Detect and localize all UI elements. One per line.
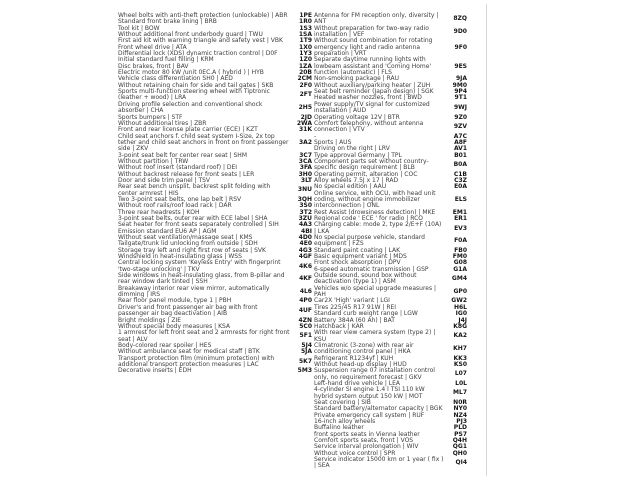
equipment-description: Without additional front underbody guard | TWU	[118, 31, 263, 39]
equipment-description: Electric motor 80 kW /unit 0EC.A ( hybrid ) | HYB	[118, 69, 264, 77]
equipment-code: 5K7	[299, 357, 312, 365]
equipment-code: GM4	[451, 275, 467, 283]
equipment-code: 4BI	[301, 227, 312, 235]
equipment-row	[118, 134, 312, 153]
equipment-code: 4ZN	[298, 316, 312, 324]
equipment-row	[314, 330, 467, 343]
equipment-code: 4GF	[298, 253, 312, 261]
equipment-row	[314, 343, 467, 356]
equipment-description: Service indicator 15000 km or 1 year ( fix ) | SEA	[314, 456, 444, 470]
equipment-description: Heated washer nozzles, front | BWD	[314, 94, 422, 102]
equipment-code: PS7	[454, 430, 467, 438]
equipment-code: NZ4	[453, 411, 467, 419]
equipment-description: No special purpose vehicle, standard equipment | FZS	[314, 234, 425, 248]
equipment-description: Sports bumpers | STF	[118, 113, 183, 121]
equipment-row	[314, 13, 467, 26]
equipment-code: 9JA	[455, 75, 467, 83]
equipment-description: Without seat ventilation/massage seat | KMS	[118, 234, 253, 242]
equipment-description: Left-hand drive vehicle | LEA	[314, 379, 400, 387]
equipment-code: 20B	[299, 69, 312, 77]
equipment-row	[314, 273, 467, 286]
equipment-code: KA2	[453, 332, 467, 340]
equipment-description: Without ambulance seat for medical staff | BTK	[118, 348, 260, 356]
equipment-description: Without sound combination for rotating emergency light and radio antenna preparation | VRT	[314, 37, 433, 58]
equipment-code: 1Z0	[299, 56, 312, 64]
equipment-description: -	[314, 132, 317, 140]
equipment-description: Outside sound, sound box without deactivation (type 1) | ASM	[314, 272, 417, 286]
equipment-code: A8F	[454, 138, 467, 146]
equipment-description: Power supply/TV signal for customized installation | AUD	[314, 100, 430, 115]
equipment-description: Side windows in heat-insulating glass, from B-pillar and rear window dark tinted | SSH	[118, 272, 285, 286]
equipment-code: A7C	[453, 132, 467, 140]
equipment-code: 4K6	[299, 262, 312, 270]
equipment-description: 3-point seat belt for center rear seat | SHM	[118, 151, 247, 159]
equipment-code: 9M0	[452, 81, 467, 89]
equipment-description: Storage tray left and right first row of seats | SVK	[118, 246, 266, 254]
equipment-description: Operating voltage 12V | BTR	[314, 113, 400, 121]
right-column	[314, 13, 467, 470]
equipment-description: Standard front brake lining | BRB	[118, 18, 217, 26]
equipment-code: Q4H	[452, 437, 467, 445]
equipment-code: 9ZV	[453, 123, 467, 131]
equipment-code: 4D0	[298, 234, 312, 242]
equipment-description: 3-point seat belts, outer rear with ECE label | SHA	[118, 215, 268, 222]
equipment-code: 4A3	[299, 221, 312, 229]
equipment-code: QG1	[452, 443, 467, 451]
equipment-code: 4KF	[299, 275, 312, 283]
equipment-description: Three rear headrests | KOH	[118, 208, 200, 216]
equipment-description: Central locking system 'Keyless Entry' with fingerprint 'two-stage unlocking' | TKV	[118, 259, 281, 273]
equipment-row	[314, 159, 467, 172]
equipment-code: 4L6	[299, 287, 312, 295]
equipment-code: 3NU	[297, 186, 312, 194]
equipment-description: Battery 384A (60 Ah) | BAT	[314, 316, 395, 324]
equipment-description: Without auxiliary/parking heater | ZUH	[314, 81, 431, 89]
equipment-description: Suspension range 07 installation control only, no requirement forecast | GKV	[314, 367, 435, 381]
equipment-code: 3QH	[297, 195, 312, 203]
equipment-code: H6L	[453, 303, 467, 311]
equipment-description: Alloy wheels 7.5J x 17 | RAD	[314, 176, 399, 184]
equipment-row	[118, 273, 312, 286]
equipment-description: Emission standard EU6 AP | AGM	[118, 227, 217, 235]
equipment-code: N0R	[453, 398, 467, 406]
equipment-description: Front shock absorption | DPV	[314, 259, 401, 267]
equipment-code: 5F1	[299, 332, 312, 340]
equipment-code: ER1	[454, 215, 467, 222]
equipment-code: GP0	[453, 287, 467, 295]
equipment-description: Basic equipment variant | MDS	[314, 253, 407, 261]
equipment-description: Comfort sports seats, front | VOS	[314, 437, 414, 445]
equipment-description: Sports | AUS	[314, 138, 352, 146]
equipment-description: Component parts set without country-specific design requirement | BLB	[314, 157, 429, 172]
equipment-description: Type approval Germany | TPL	[314, 151, 402, 159]
equipment-description: Without preparation for two-way radio installation | VEF	[314, 24, 429, 39]
equipment-description: Wheel bolts with anti-theft protection (unlockable) | ABR	[118, 12, 288, 19]
equipment-code: 4E0	[299, 240, 312, 248]
equipment-code: NY0	[453, 405, 467, 413]
equipment-code: 3ZU	[298, 215, 312, 222]
equipment-code: 1PE	[299, 12, 312, 19]
equipment-code: KH7	[453, 345, 467, 353]
equipment-code: PJ3	[456, 418, 467, 425]
equipment-code: J4J	[458, 316, 467, 324]
equipment-code: 2FT	[299, 91, 312, 99]
equipment-description: Bright moldings | ZIE	[118, 316, 182, 324]
equipment-code: 3LT	[300, 176, 312, 184]
equipment-code: 3C7	[299, 151, 312, 159]
equipment-description: Front wheel drive | ATA	[118, 43, 187, 51]
equipment-description: Tires 225/45 R17 91W | REI	[314, 303, 397, 311]
equipment-code: 3H0	[298, 170, 312, 178]
equipment-description: Vehicles w/o special upgrade measures | PAH	[314, 284, 437, 299]
equipment-description: First aid kit with warning triangle and safety vest | VBK	[118, 37, 283, 45]
equipment-code: 1X0	[299, 43, 312, 51]
equipment-description: Door and side trim panel | TSV	[118, 176, 211, 184]
equipment-row	[314, 121, 467, 134]
equipment-code: EM1	[452, 208, 467, 216]
equipment-code: GW2	[451, 297, 467, 305]
equipment-code: 2H5	[298, 103, 312, 111]
equipment-description: Standard curb weight range | LGW	[314, 310, 418, 318]
equipment-code: 3T2	[299, 208, 312, 216]
equipment-description: Hatchback | KAR	[314, 322, 364, 330]
equipment-description: Without retaining chain for side and tail gates | SKB	[118, 81, 274, 89]
equipment-code: C1B	[453, 170, 467, 178]
equipment-row	[314, 457, 467, 470]
equipment-description: Differential lock (XDS) dynamic traction control | D0F	[118, 50, 278, 58]
equipment-code: PLD	[453, 424, 467, 432]
equipment-description: Driving profile selection and conventional shock absorber | CHA	[118, 100, 263, 115]
equipment-description: Windshield in heat-insulating glass | WSS	[118, 253, 242, 261]
equipment-code: 9ES	[454, 62, 467, 70]
equipment-row	[118, 89, 312, 102]
equipment-description: Service interval prolongation | WIV	[314, 443, 419, 451]
equipment-row	[314, 38, 467, 57]
equipment-description: Operating permit, alteration | COC	[314, 170, 418, 178]
equipment-description: Disc brakes, front | BAV	[118, 62, 189, 70]
equipment-code: QI4	[455, 459, 467, 467]
equipment-description: Buffalino leather	[314, 424, 364, 432]
equipment-code: 3A2	[299, 138, 312, 146]
equipment-row	[314, 235, 467, 248]
equipment-description: No special edition | AAU	[314, 183, 387, 191]
equipment-description: Without voice control | SPR	[314, 449, 396, 457]
equipment-code: 4P0	[299, 297, 312, 305]
equipment-description: Private emergency call system | RUF	[314, 411, 425, 419]
equipment-description: Standard battery/alternator capacity | BGK	[314, 405, 443, 413]
equipment-code: B01	[454, 151, 467, 159]
equipment-code: 3FA	[299, 164, 312, 172]
equipment-code: AV1	[453, 145, 467, 153]
equipment-code: FM0	[452, 253, 467, 261]
equipment-code: 9T1	[454, 94, 467, 102]
equipment-description: Driver's and front passenger air bag with front passenger air bag deactivation | AIB	[118, 303, 258, 318]
equipment-description: Regional code ' ECE ' for radio | RCO	[314, 215, 424, 222]
left-column	[118, 13, 312, 375]
equipment-code: 3S0	[299, 202, 312, 210]
equipment-code: QH0	[452, 449, 467, 457]
equipment-code: 5JA	[300, 348, 312, 356]
equipment-description: Body-colored rear spoiler | HES	[118, 341, 212, 349]
equipment-code: 1SA	[298, 31, 312, 39]
equipment-description: Tool kit | BOW	[118, 24, 160, 32]
equipment-description: front sports seats in Vienna leather	[314, 430, 420, 438]
equipment-description: Rear seat bench unsplit, backrest split folding with center armrest | HIS	[118, 183, 271, 197]
equipment-row	[118, 102, 312, 115]
equipment-code: L07	[454, 370, 467, 378]
equipment-description: Without partition | TRW	[118, 157, 189, 165]
equipment-code: L0L	[455, 379, 467, 387]
equipment-description: Without roof insert (standard roof) | DEI	[118, 164, 238, 172]
equipment-description: Front and rear license plate carrier (ECE) | KZT	[118, 126, 258, 134]
equipment-code: FB0	[454, 246, 467, 254]
equipment-description: 1 armrest for left front seat and 2 armrests for right front seat | ALV	[118, 329, 290, 343]
equipment-code: KK3	[453, 354, 467, 362]
equipment-description: Initial standard fuel filling | KRM	[118, 56, 214, 64]
equipment-code: 4G3	[298, 246, 312, 254]
equipment-code: 1T9	[299, 37, 312, 45]
equipment-description: Seat belt reminder (Japan design) | SGK	[314, 88, 434, 96]
column-divider	[486, 4, 487, 476]
equipment-code: ML7	[453, 389, 467, 397]
equipment-description: 6-speed automatic transmission | GSP	[314, 265, 429, 273]
equipment-description: Tailgate/trunk lid unlocking from outside | SDH	[118, 240, 258, 248]
equipment-code: G08	[453, 259, 467, 267]
equipment-code: 1Y3	[299, 50, 312, 58]
equipment-description: Online service, with OCU, with head unit coding, without engine immobilizer interconnection | ONL	[314, 189, 436, 210]
equipment-code: 5J4	[301, 341, 312, 349]
equipment-description: With rear view camera system (type 2) | KSU	[314, 329, 436, 343]
equipment-description: Without special body measures | KSA	[118, 322, 231, 330]
equipment-description: Separate daytime running lights with lowbeam assistant and 'Coming Home' function (automatic) | FLS	[314, 56, 432, 77]
equipment-row	[118, 330, 312, 343]
equipment-code: 31K	[299, 126, 312, 134]
equipment-description: Driving on the right | LRV	[314, 145, 390, 153]
equipment-description: Child seat anchors f. child seat system I-Size, 2x top tether and child seat anchors in front on front passenger side | ZKV	[118, 132, 289, 153]
equipment-code: 2WA	[296, 119, 312, 127]
equipment-description: Without roof rails/roof load rack | DAR	[118, 202, 232, 210]
equipment-description: Standard paint coating | LAK	[314, 246, 401, 254]
equipment-description: Rest Assist (drowsiness detection) | MKE	[314, 208, 436, 216]
equipment-code: 5C0	[299, 322, 312, 330]
equipment-code: 9D0	[453, 27, 467, 35]
equipment-code: 2CM	[297, 75, 312, 83]
equipment-code: 1S3	[299, 24, 312, 32]
equipment-row	[314, 102, 467, 115]
equipment-description: Without head-up display | HUD	[314, 360, 407, 368]
equipment-code: F0A	[454, 237, 467, 245]
equipment-code: KS0	[453, 360, 467, 368]
equipment-description: Seat covering | SIB	[314, 398, 371, 406]
equipment-row	[314, 57, 467, 76]
equipment-code: 1R0	[299, 18, 312, 26]
equipment-description: Rear floor panel module, type 1 | PBH	[118, 297, 232, 305]
equipment-code: K8G	[453, 322, 467, 330]
equipment-description: Charging cable: mode 2, type 2/E+F (10A) | LKA	[314, 221, 442, 235]
equipment-code: EV3	[454, 224, 467, 232]
equipment-description: Without additional tires | ZBR	[118, 119, 207, 127]
equipment-description: Vehicle class differentiation SH0 | AED	[118, 75, 233, 83]
equipment-code: 4UF	[298, 306, 312, 314]
equipment-code: 2JD	[300, 113, 312, 121]
equipment-code: G1A	[453, 265, 467, 273]
equipment-row	[118, 368, 312, 374]
equipment-row	[314, 191, 467, 210]
equipment-description: Seat heater for front seats separately controlled | SIH	[118, 221, 279, 229]
equipment-description: Non-smoking package | RAU	[314, 75, 400, 83]
equipment-description: Decorative inserts | EDH	[118, 367, 192, 375]
equipment-code: 9Z0	[454, 113, 467, 121]
equipment-description: Car2X 'High' variant | LGI	[314, 297, 390, 305]
equipment-description: Comfort telephony, without antenna connection | VTV	[314, 119, 424, 134]
equipment-description: 16-inch alloy wheels	[314, 418, 376, 425]
equipment-description: Sports multi-function steering wheel with Tiptronic (leather + wood) | LRA	[118, 88, 270, 102]
equipment-description: Refrigerant R1234yf | KUH	[314, 354, 394, 362]
equipment-code: 9F0	[454, 43, 467, 51]
equipment-code: 9P4	[454, 88, 467, 96]
equipment-description: Without backrest release for front seats | LER	[118, 170, 255, 178]
equipment-code: 2F0	[299, 81, 312, 89]
equipment-code: ELS	[454, 195, 467, 203]
equipment-code: E0A	[454, 183, 467, 191]
equipment-description: Antenna for FM reception only, diversity | ANT	[314, 12, 439, 26]
equipment-description: Two 3-point seat belts, one lap belt | RSV	[118, 195, 242, 203]
equipment-description: Climatronic (3-zone) with rear air conditioning control panel | HKA	[314, 341, 414, 356]
equipment-description: Transport protection film (minimum protection) with additional transport protection measures | LAC	[118, 354, 275, 368]
equipment-code: 8ZQ	[453, 15, 467, 23]
equipment-code: 3CA	[298, 157, 312, 165]
equipment-description: Breakaway interior rear view mirror, automatically dimming | IRS	[118, 284, 270, 299]
equipment-code: IG0	[455, 310, 467, 318]
equipment-code: 9WJ	[453, 103, 467, 111]
equipment-code: 1ZA	[298, 62, 312, 70]
equipment-code: 5M3	[297, 367, 312, 375]
equipment-row	[118, 305, 312, 318]
equipment-description: 4-cylinder SI engine 1.4 l TSI 110 kW hybrid system output 150 kW | MOT	[314, 386, 425, 400]
equipment-code: C3Z	[454, 176, 467, 184]
equipment-code: B0A	[453, 161, 467, 169]
